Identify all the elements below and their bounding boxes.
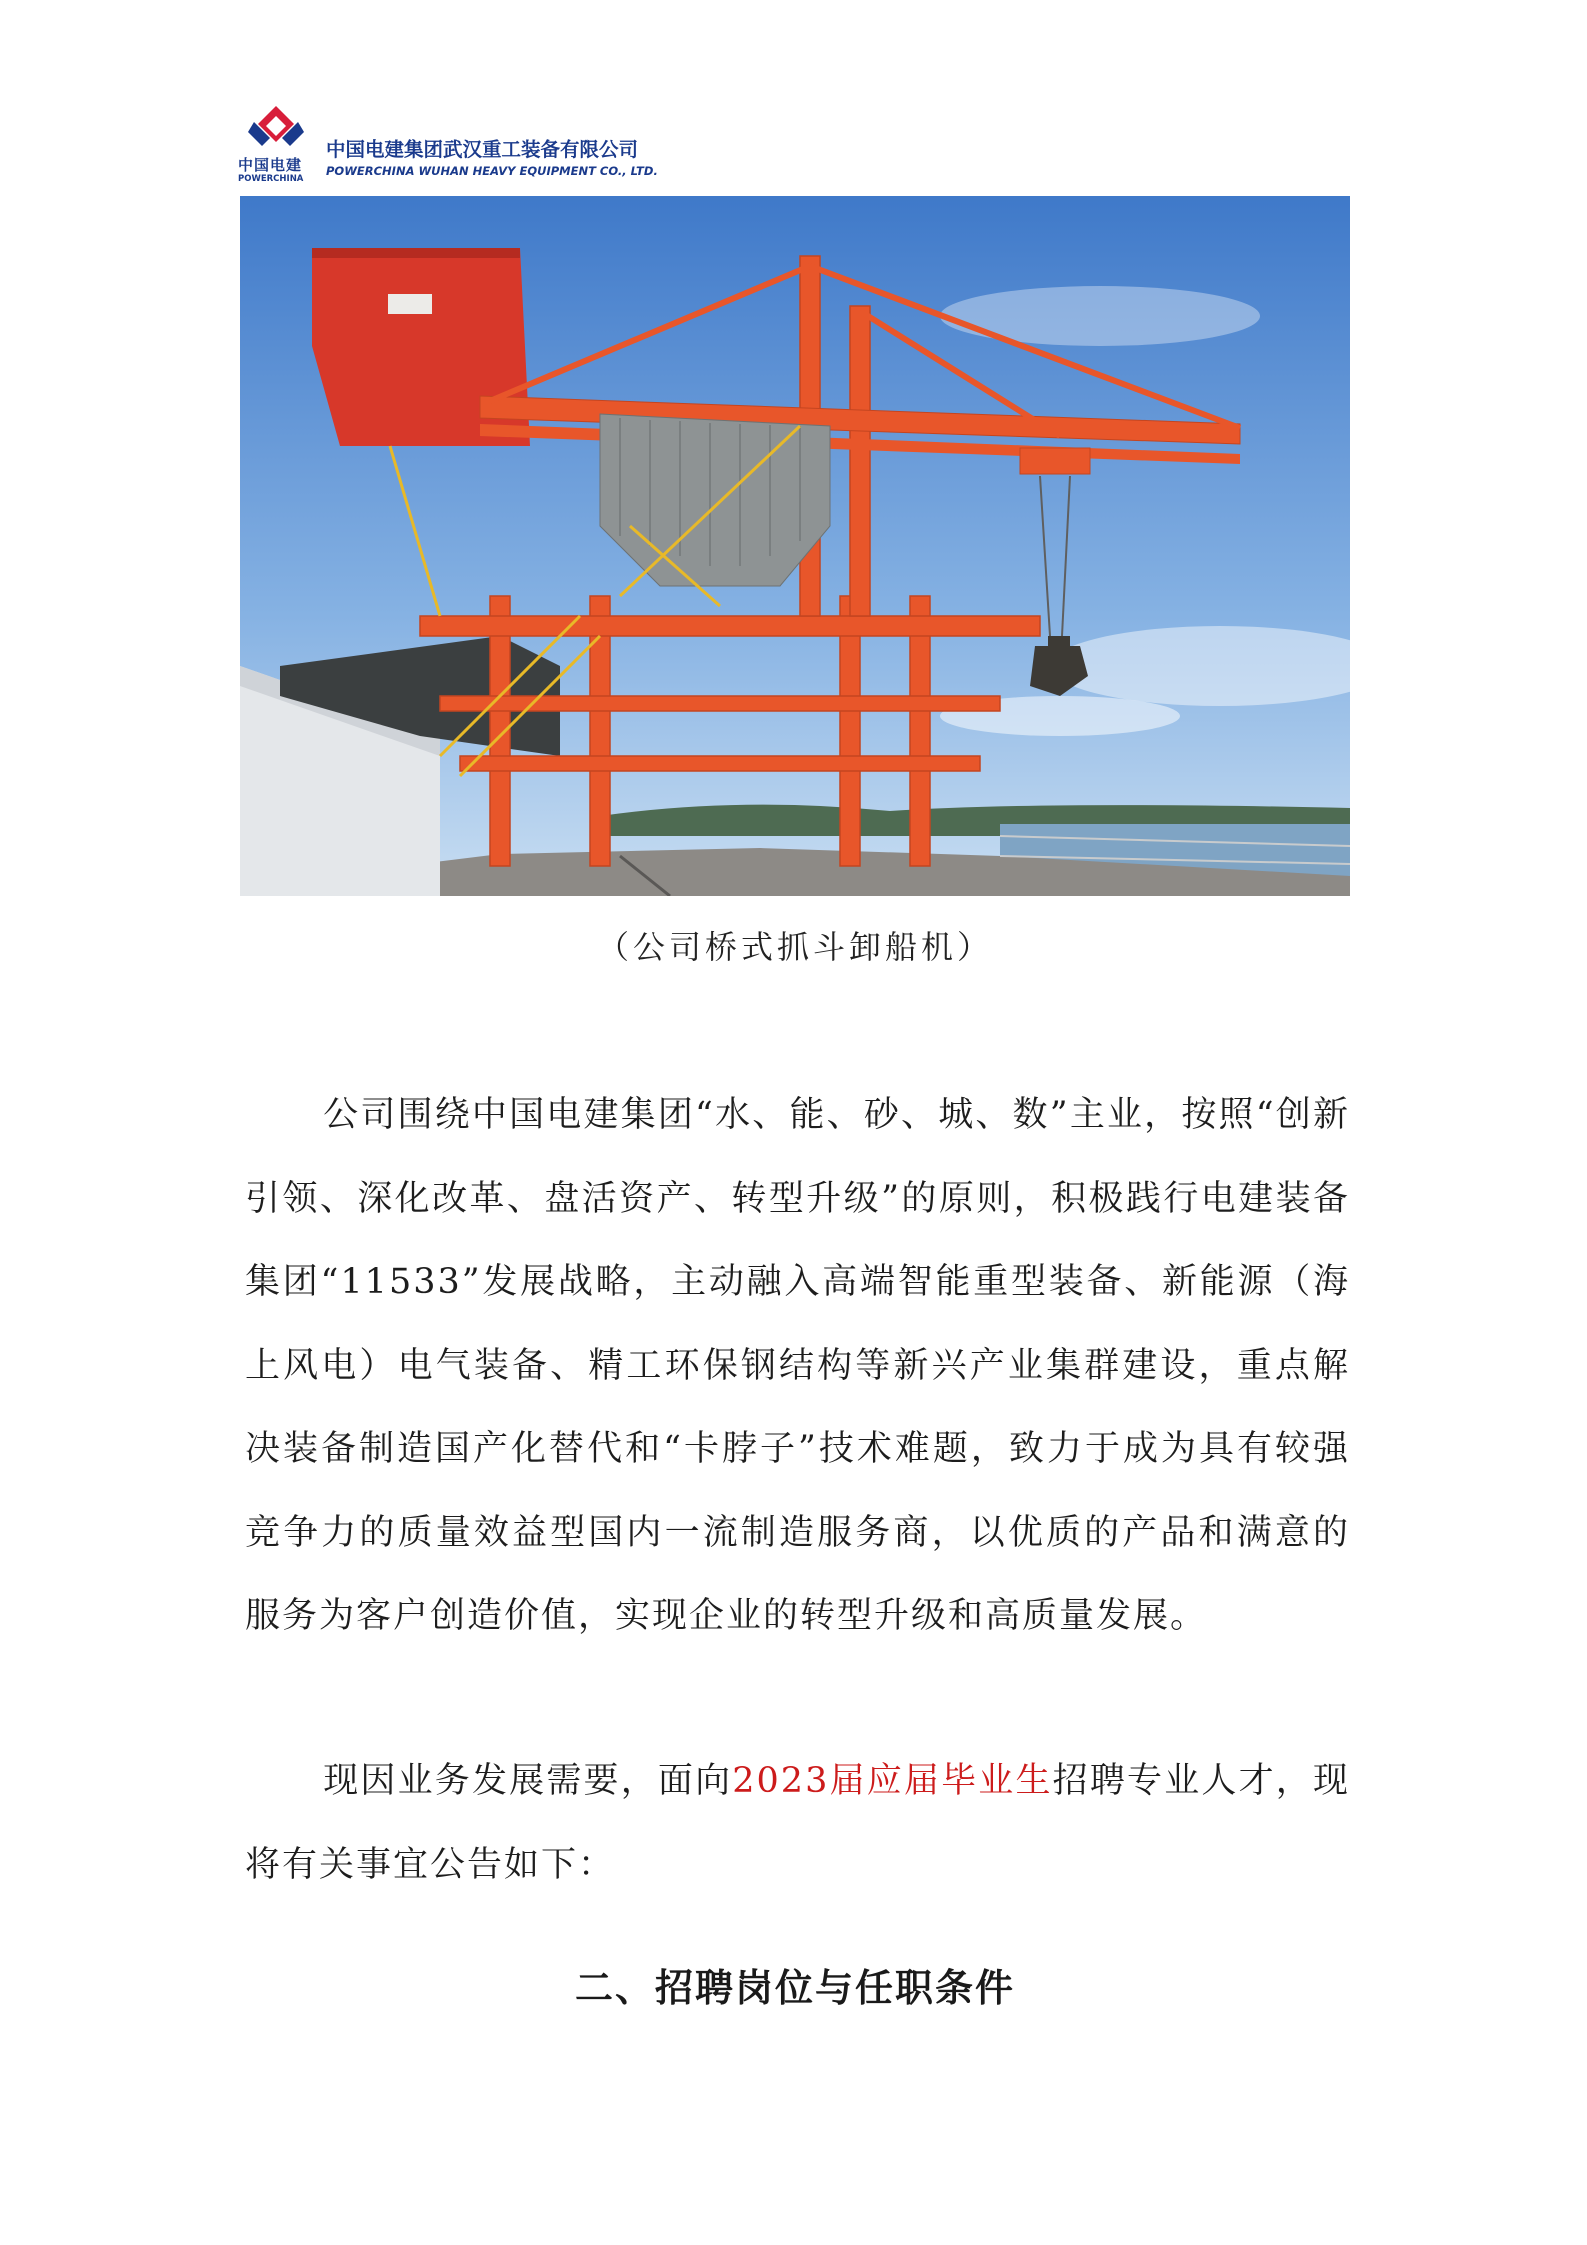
company-name-en: POWERCHINA WUHAN HEAVY EQUIPMENT CO., LTD. [326,164,658,178]
recruitment-text-after: 招聘专业人才，现将有关事宜公告如下： [245,1761,1350,1885]
figure-caption: （公司桥式抓斗卸船机） [596,928,993,966]
company-name-cn: 中国电建集团武汉重工装备有限公司 [326,138,639,161]
section-heading: 二、招聘岗位与任职条件 [574,1965,1015,2010]
recruitment-paragraph [245,1740,1350,1907]
powerchina-logo-icon [248,104,304,152]
intro-paragraph [245,1074,1350,1659]
graduate-highlight: 2023届应届毕业生 [732,1761,1053,1801]
logo-cn-text: 中国电建 [238,156,303,174]
logo-en-text: POWERCHINA [238,174,304,184]
recruitment-text-before: 现因业务发展需要，面向 [323,1761,733,1801]
document-header [238,104,698,184]
ship-unloader-photo [240,196,1350,896]
intro-paragraph-text: 公司围绕中国电建集团“水、能、砂、城、数”主业，按照“创新引领、深化改革、盘活资产、转型升级”的原则，积极践行电建装备集团“11533”发展战略，主动融入高端智能重型装备、新能源（海上风电）电气装备、精工环保钢结构等新兴产业集群建设，重点解决装备制造国产化替代和“卡脖子”技术难题，致力于成为具有较强竞争力的质量效益型国内一流制造服务商，以优质的产品和满意的服务为客户创造价值，实现企业的转型升级和高质量发展。 [245,1095,1350,1636]
